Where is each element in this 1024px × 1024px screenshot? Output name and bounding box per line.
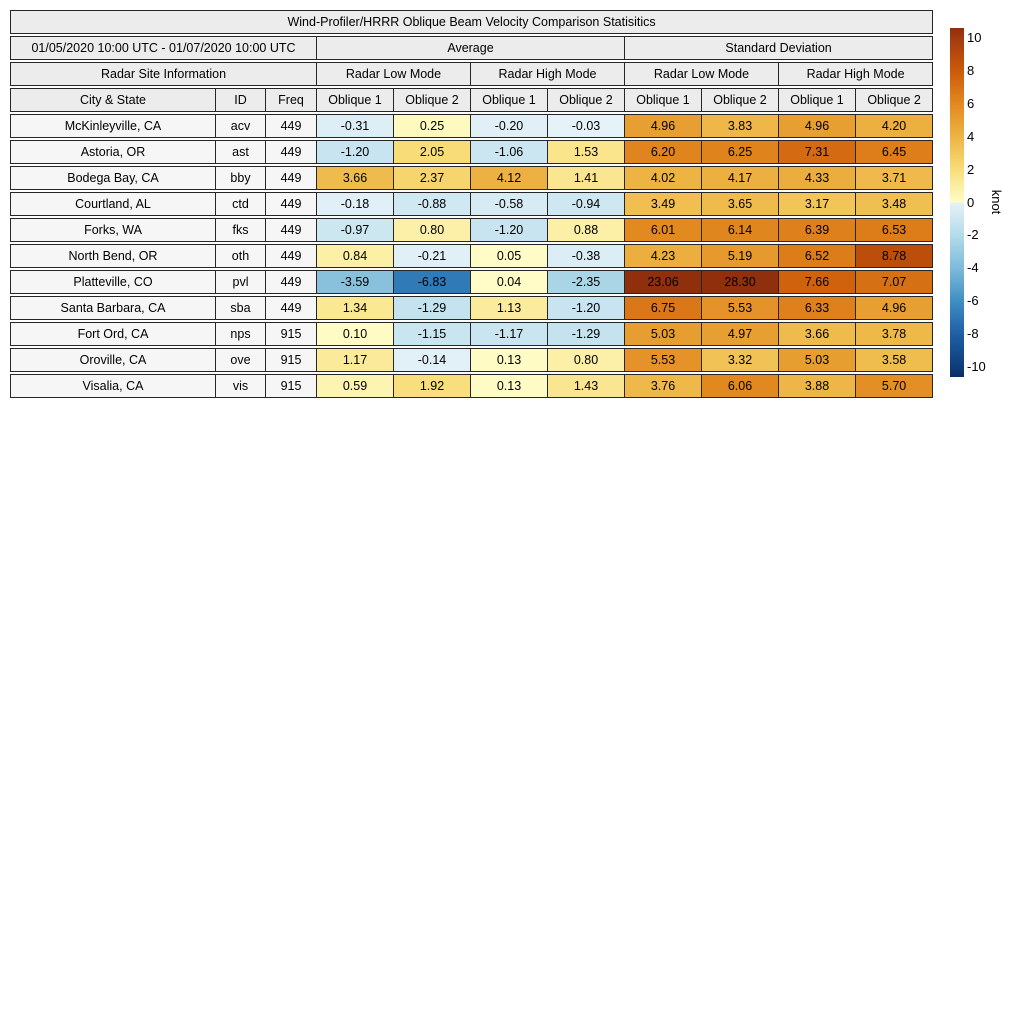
id-cell: vis <box>216 374 266 398</box>
value-cell: 6.52 <box>779 244 856 268</box>
value-cell: -3.59 <box>317 270 394 294</box>
value-cell: 6.14 <box>702 218 779 242</box>
value-cell: 4.97 <box>702 322 779 346</box>
city-cell: Santa Barbara, CA <box>10 296 216 320</box>
table-row <box>10 114 933 138</box>
value-cell: 6.20 <box>625 140 702 164</box>
col-oblique1: Oblique 1 <box>317 88 394 112</box>
value-cell: 3.66 <box>779 322 856 346</box>
value-cell: 4.12 <box>471 166 548 190</box>
city-cell: Astoria, OR <box>10 140 216 164</box>
title-row <box>10 10 933 34</box>
colorbar-tick-label: 0 <box>967 194 975 210</box>
table-row <box>10 166 933 190</box>
value-cell: 28.30 <box>702 270 779 294</box>
value-cell: 4.20 <box>856 114 933 138</box>
value-cell: 6.39 <box>779 218 856 242</box>
value-cell: 4.02 <box>625 166 702 190</box>
table-row <box>10 348 933 372</box>
city-cell: Bodega Bay, CA <box>10 166 216 190</box>
value-cell: -0.18 <box>317 192 394 216</box>
value-cell: -1.06 <box>471 140 548 164</box>
value-cell: 4.23 <box>625 244 702 268</box>
value-cell: 0.84 <box>317 244 394 268</box>
value-cell: 6.45 <box>856 140 933 164</box>
value-cell: 1.41 <box>548 166 625 190</box>
freq-cell: 915 <box>266 374 317 398</box>
value-cell: 3.71 <box>856 166 933 190</box>
std-high-mode-header: Radar High Mode <box>779 62 933 86</box>
value-cell: 6.33 <box>779 296 856 320</box>
table-row <box>10 192 933 216</box>
value-cell: 6.25 <box>702 140 779 164</box>
value-cell: 5.70 <box>856 374 933 398</box>
value-cell: -0.14 <box>394 348 471 372</box>
value-cell: -1.17 <box>471 322 548 346</box>
value-cell: 5.03 <box>625 322 702 346</box>
col-city-state: City & State <box>10 88 216 112</box>
value-cell: 0.13 <box>471 348 548 372</box>
freq-cell: 449 <box>266 166 317 190</box>
value-cell: 0.10 <box>317 322 394 346</box>
colorbar-tick-label: 2 <box>967 161 975 177</box>
std-low-mode-header: Radar Low Mode <box>625 62 779 86</box>
colorbar-tick-label: -2 <box>967 227 979 243</box>
table-row <box>10 296 933 320</box>
value-cell: 3.48 <box>856 192 933 216</box>
colorbar-tick-label: 6 <box>967 95 975 111</box>
freq-cell: 915 <box>266 348 317 372</box>
value-cell: 4.96 <box>856 296 933 320</box>
value-cell: -0.21 <box>394 244 471 268</box>
value-cell: -1.20 <box>471 218 548 242</box>
value-cell: 4.96 <box>779 114 856 138</box>
value-cell: 3.32 <box>702 348 779 372</box>
city-cell: McKinleyville, CA <box>10 114 216 138</box>
value-cell: 6.75 <box>625 296 702 320</box>
value-cell: 7.07 <box>856 270 933 294</box>
value-cell: 1.43 <box>548 374 625 398</box>
value-cell: 7.31 <box>779 140 856 164</box>
avg-low-mode-header: Radar Low Mode <box>317 62 471 86</box>
value-cell: 3.78 <box>856 322 933 346</box>
value-cell: 0.59 <box>317 374 394 398</box>
value-cell: 0.05 <box>471 244 548 268</box>
value-cell: -1.20 <box>548 296 625 320</box>
value-cell: 5.53 <box>702 296 779 320</box>
value-cell: 3.83 <box>702 114 779 138</box>
id-cell: acv <box>216 114 266 138</box>
value-cell: 1.34 <box>317 296 394 320</box>
colorbar-unit-label: knot <box>989 189 1004 215</box>
city-cell: Oroville, CA <box>10 348 216 372</box>
value-cell: -0.38 <box>548 244 625 268</box>
group-average: Average <box>317 36 625 60</box>
value-cell: 3.88 <box>779 374 856 398</box>
freq-cell: 449 <box>266 244 317 268</box>
table-row <box>10 218 933 242</box>
colorbar-tick-label: 8 <box>967 62 975 78</box>
value-cell: 2.37 <box>394 166 471 190</box>
col-id: ID <box>216 88 266 112</box>
value-cell: -0.97 <box>317 218 394 242</box>
id-cell: ove <box>216 348 266 372</box>
mode-header-row <box>10 62 933 86</box>
value-cell: 1.17 <box>317 348 394 372</box>
table-title: Wind-Profiler/HRRR Oblique Beam Velocity Comparison Statisitics <box>10 10 933 34</box>
value-cell: -0.94 <box>548 192 625 216</box>
city-cell: Forks, WA <box>10 218 216 242</box>
freq-cell: 449 <box>266 270 317 294</box>
avg-high-mode-header: Radar High Mode <box>471 62 625 86</box>
value-cell: -0.88 <box>394 192 471 216</box>
freq-cell: 449 <box>266 140 317 164</box>
value-cell: 3.66 <box>317 166 394 190</box>
value-cell: 5.19 <box>702 244 779 268</box>
city-cell: North Bend, OR <box>10 244 216 268</box>
value-cell: 0.80 <box>394 218 471 242</box>
colorbar-tick-label: -10 <box>967 359 986 375</box>
city-cell: Fort Ord, CA <box>10 322 216 346</box>
city-cell: Courtland, AL <box>10 192 216 216</box>
colorbar-tick-label: 10 <box>967 29 982 45</box>
value-cell: 5.53 <box>625 348 702 372</box>
value-cell: 3.65 <box>702 192 779 216</box>
col-oblique1: Oblique 1 <box>625 88 702 112</box>
value-cell: 5.03 <box>779 348 856 372</box>
freq-cell: 915 <box>266 322 317 346</box>
col-oblique2: Oblique 2 <box>856 88 933 112</box>
value-cell: 0.04 <box>471 270 548 294</box>
table-row <box>10 244 933 268</box>
value-cell: 1.13 <box>471 296 548 320</box>
colorbar-tick-label: 4 <box>967 128 975 144</box>
column-header-row <box>10 88 933 112</box>
value-cell: -0.31 <box>317 114 394 138</box>
city-cell: Visalia, CA <box>10 374 216 398</box>
value-cell: 4.33 <box>779 166 856 190</box>
value-cell: 3.17 <box>779 192 856 216</box>
col-oblique1: Oblique 1 <box>779 88 856 112</box>
id-cell: ast <box>216 140 266 164</box>
colorbar-tick-label: -8 <box>967 326 979 342</box>
value-cell: -0.03 <box>548 114 625 138</box>
value-cell: -1.29 <box>548 322 625 346</box>
col-oblique1: Oblique 1 <box>471 88 548 112</box>
table-row <box>10 270 933 294</box>
value-cell: 3.76 <box>625 374 702 398</box>
date-range: 01/05/2020 10:00 UTC - 01/07/2020 10:00 UTC <box>10 36 317 60</box>
col-oblique2: Oblique 2 <box>702 88 779 112</box>
id-cell: nps <box>216 322 266 346</box>
value-cell: 8.78 <box>856 244 933 268</box>
value-cell: -0.58 <box>471 192 548 216</box>
stats-table <box>10 8 933 400</box>
value-cell: 2.05 <box>394 140 471 164</box>
col-oblique2: Oblique 2 <box>548 88 625 112</box>
col-freq: Freq <box>266 88 317 112</box>
value-cell: -1.15 <box>394 322 471 346</box>
value-cell: 6.06 <box>702 374 779 398</box>
freq-cell: 449 <box>266 296 317 320</box>
id-cell: ctd <box>216 192 266 216</box>
value-cell: 0.80 <box>548 348 625 372</box>
value-cell: 0.25 <box>394 114 471 138</box>
value-cell: -6.83 <box>394 270 471 294</box>
id-cell: bby <box>216 166 266 190</box>
value-cell: 1.53 <box>548 140 625 164</box>
colorbar-tick-label: -4 <box>967 260 979 276</box>
id-cell: oth <box>216 244 266 268</box>
colorbar <box>950 28 964 377</box>
city-cell: Platteville, CO <box>10 270 216 294</box>
freq-cell: 449 <box>266 192 317 216</box>
value-cell: -2.35 <box>548 270 625 294</box>
value-cell: 0.13 <box>471 374 548 398</box>
id-cell: pvl <box>216 270 266 294</box>
col-oblique2: Oblique 2 <box>394 88 471 112</box>
value-cell: 7.66 <box>779 270 856 294</box>
site-info-header: Radar Site Information <box>10 62 317 86</box>
table-row <box>10 374 933 398</box>
colorbar-tick-label: -6 <box>967 293 979 309</box>
table-row <box>10 322 933 346</box>
value-cell: 4.17 <box>702 166 779 190</box>
id-cell: fks <box>216 218 266 242</box>
value-cell: -1.20 <box>317 140 394 164</box>
value-cell: 6.53 <box>856 218 933 242</box>
value-cell: 0.88 <box>548 218 625 242</box>
value-cell: 3.58 <box>856 348 933 372</box>
value-cell: 6.01 <box>625 218 702 242</box>
value-cell: 4.96 <box>625 114 702 138</box>
value-cell: -1.29 <box>394 296 471 320</box>
table-row <box>10 140 933 164</box>
value-cell: 3.49 <box>625 192 702 216</box>
value-cell: 1.92 <box>394 374 471 398</box>
value-cell: -0.20 <box>471 114 548 138</box>
freq-cell: 449 <box>266 218 317 242</box>
freq-cell: 449 <box>266 114 317 138</box>
value-cell: 23.06 <box>625 270 702 294</box>
group-header-row <box>10 36 933 60</box>
group-standard-deviation: Standard Deviation <box>625 36 933 60</box>
id-cell: sba <box>216 296 266 320</box>
